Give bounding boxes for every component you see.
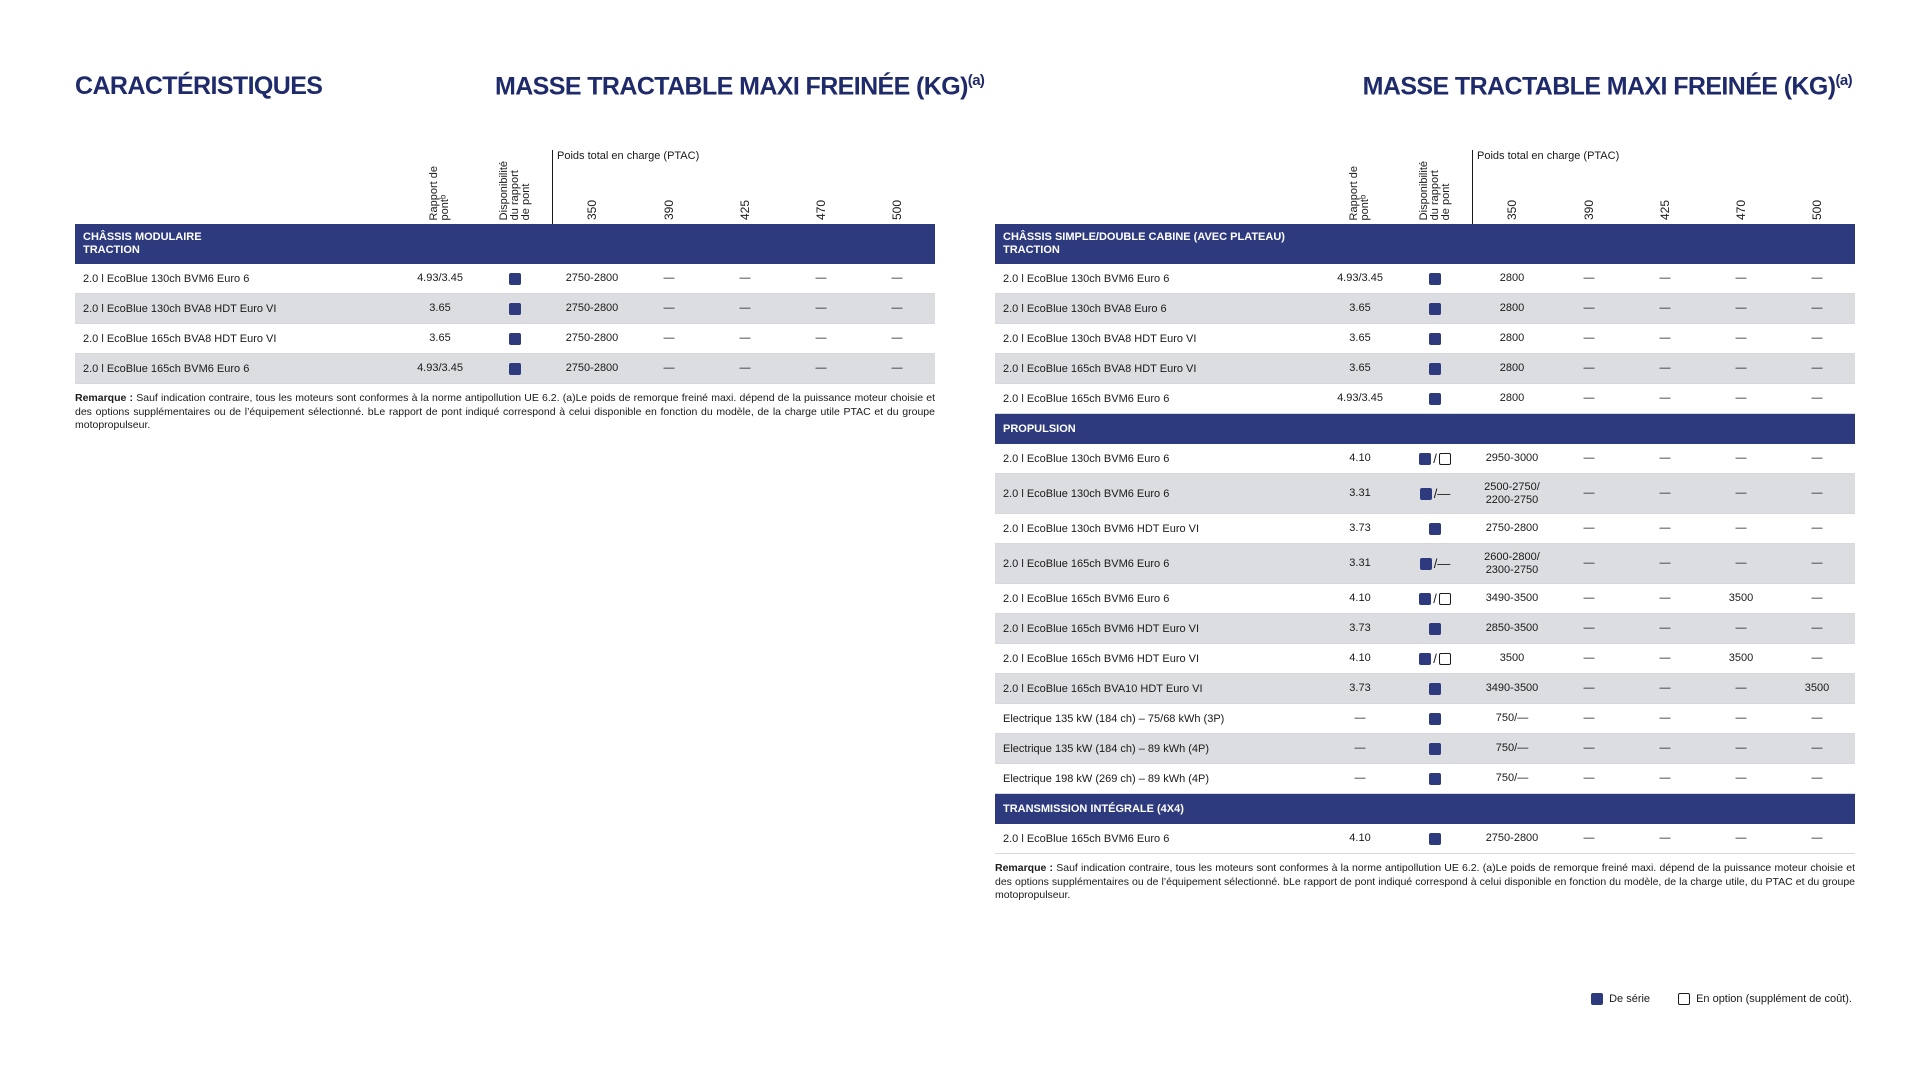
table-row: [995, 264, 1855, 294]
weight-cell-500: —: [1811, 592, 1823, 604]
table-row: [995, 674, 1855, 704]
weight-cell-500: —: [1811, 487, 1823, 499]
right-header-col-350: [1477, 150, 1547, 220]
availability-cell: [1400, 363, 1470, 375]
standard-square-icon: [1429, 743, 1441, 755]
availability-cell: [1400, 713, 1470, 725]
right-header-col-500: [1782, 150, 1852, 220]
weight-cell-350: 2750-2800: [565, 332, 619, 344]
remark-text: Sauf indication contraire, tous les moteurs sont conformes à la norme antipollution UE 6.2. (a)Le poids de remorque freiné maxi. dépend de la puissance moteur choisie et des options supplémentaires ou de l’équipement sélectionné. bLe rapport de pont indiqué correspond à celui disponible en fonction du modèle, de la charge utile, du PTAC et du groupe motopropulseur.: [995, 862, 1855, 901]
weight-cell-500: —: [1811, 557, 1823, 569]
standard-square-icon: [509, 333, 521, 345]
weight-cell-470: —: [1735, 557, 1747, 569]
availability-separator: /: [1433, 651, 1437, 666]
masse-left-text: MASSE TRACTABLE MAXI FREINÉE (KG): [495, 72, 968, 101]
ratio-cell: 3.73: [1349, 622, 1371, 634]
availability-cell: [1400, 557, 1470, 570]
weight-cell-350: 3500: [1499, 652, 1525, 664]
availability-separator: /—: [1433, 486, 1451, 501]
weight-cell-470: 3500: [1728, 652, 1754, 664]
left-table: [75, 150, 935, 433]
standard-square-icon: [1429, 273, 1441, 285]
weight-cell-500: —: [1811, 392, 1823, 404]
table-row: [995, 644, 1855, 674]
standard-square-icon: [1420, 488, 1432, 500]
weight-cell-425: —: [1659, 592, 1671, 604]
header-col-label: 390: [1581, 199, 1596, 220]
header-availability-label: Disponibilité du rapport de pont: [1417, 160, 1452, 220]
table-row: [995, 734, 1855, 764]
weight-cell-350: 750/—: [1495, 742, 1529, 754]
weight-cell-425: —: [1659, 302, 1671, 314]
weight-cell-500: —: [1811, 452, 1823, 464]
weight-cell-425: —: [1659, 452, 1671, 464]
ratio-cell: 3.73: [1349, 682, 1371, 694]
engine-name: Electrique 135 kW (184 ch) – 89 kWh (4P): [1003, 742, 1210, 755]
engine-name: 2.0 l EcoBlue 130ch BVM6 Euro 6: [83, 272, 250, 285]
engine-name: 2.0 l EcoBlue 165ch BVA8 HDT Euro VI: [83, 332, 277, 345]
availability-separator: /: [1433, 451, 1437, 466]
option-square-icon: [1439, 653, 1451, 665]
weight-cell-425: —: [1659, 832, 1671, 844]
engine-name: 2.0 l EcoBlue 130ch BVA8 HDT Euro VI: [83, 302, 277, 315]
left-header-ratio: [405, 150, 475, 220]
section-title-line: CHÂSSIS SIMPLE/DOUBLE CABINE (AVEC PLATEAU): [1003, 231, 1285, 243]
table-row: [995, 294, 1855, 324]
section-0: [995, 224, 1855, 264]
availability-separator: /—: [1433, 556, 1451, 571]
weight-cell-390: —: [1583, 302, 1595, 314]
engine-name: 2.0 l EcoBlue 165ch BVM6 HDT Euro VI: [1003, 622, 1200, 635]
remark-note: [75, 392, 935, 433]
page-title-masse-left: [495, 72, 984, 101]
weight-cell-390: —: [1583, 392, 1595, 404]
weight-cell-470: —: [1735, 522, 1747, 534]
weight-cell-500: —: [1811, 742, 1823, 754]
engine-name: 2.0 l EcoBlue 130ch BVM6 Euro 6: [1003, 272, 1170, 285]
weight-cell-500: —: [1811, 272, 1823, 284]
ratio-cell: 3.65: [429, 302, 451, 314]
engine-name: Electrique 198 kW (269 ch) – 89 kWh (4P): [1003, 772, 1210, 785]
weight-cell-425: —: [1659, 362, 1671, 374]
weight-cell-470: —: [815, 362, 827, 374]
standard-square-icon: [1429, 773, 1441, 785]
engine-name: 2.0 l EcoBlue 165ch BVM6 Euro 6: [83, 362, 250, 375]
ratio-cell: 4.10: [1349, 592, 1371, 604]
remark-note: [995, 862, 1855, 903]
engine-name: 2.0 l EcoBlue 165ch BVA10 HDT Euro VI: [1003, 682, 1203, 695]
availability-cell: [1400, 333, 1470, 345]
weight-cell-350: 750/—: [1495, 712, 1529, 724]
section-title-line: TRANSMISSION INTÉGRALE (4X4): [1003, 802, 1184, 815]
table-row: [995, 614, 1855, 644]
weight-cell-470: —: [1735, 392, 1747, 404]
table-row: [75, 264, 935, 294]
masse-right-text: MASSE TRACTABLE MAXI FREINÉE (KG): [1362, 72, 1836, 101]
weight-cell-425: —: [739, 362, 751, 374]
weight-cell-425: —: [1659, 622, 1671, 634]
left-column-headers: [75, 150, 935, 224]
right-header-col-425: [1630, 150, 1700, 220]
engine-name: 2.0 l EcoBlue 165ch BVA8 HDT Euro VI: [1003, 362, 1197, 375]
right-ptac-divider: [1472, 150, 1473, 224]
header-availability-label: Disponibilité du rapport de pont: [497, 160, 532, 220]
weight-cell-425: —: [1659, 392, 1671, 404]
left-ptac-label: Poids total en charge (PTAC): [557, 150, 700, 162]
weight-cell-390: —: [1583, 272, 1595, 284]
weight-cell-470: —: [1735, 362, 1747, 374]
legend: [1591, 993, 1852, 1005]
right-header-availability: [1400, 150, 1470, 220]
weight-cell-500: —: [1811, 522, 1823, 534]
availability-cell: [480, 363, 550, 375]
table-row: [75, 324, 935, 354]
availability-cell: [1400, 833, 1470, 845]
legend-option-label: En option (supplément de coût).: [1696, 993, 1852, 1005]
weight-cell-470: —: [1735, 332, 1747, 344]
masse-left-sup: (a): [967, 72, 985, 89]
availability-cell: [1400, 652, 1470, 665]
standard-square-icon: [1429, 833, 1441, 845]
weight-cell-390: —: [1583, 522, 1595, 534]
header-ratio-label: Rapport de pontᵇ: [1348, 165, 1371, 220]
masse-right-sup: (a): [1835, 72, 1852, 89]
weight-cell-390: —: [663, 362, 675, 374]
availability-cell: [1400, 743, 1470, 755]
availability-cell: [480, 333, 550, 345]
right-header-ratio: [1325, 150, 1395, 220]
left-header-col-500: [862, 150, 932, 220]
header-col-label: 425: [1657, 199, 1672, 220]
table-row: [995, 704, 1855, 734]
standard-square-icon: [1429, 303, 1441, 315]
availability-cell: [1400, 303, 1470, 315]
availability-cell: [1400, 273, 1470, 285]
weight-cell-350: 2800: [1499, 362, 1525, 374]
header-col-label: 500: [1809, 199, 1824, 220]
weight-cell-390: —: [1583, 652, 1595, 664]
page-title-masse-right: [1363, 72, 1852, 101]
option-square-icon: [1439, 593, 1451, 605]
standard-square-icon: [1419, 653, 1431, 665]
section-chassis-modulaire: [75, 224, 935, 264]
table-row: [995, 514, 1855, 544]
weight-cell-470: —: [1735, 832, 1747, 844]
weight-cell-350: 2800: [1499, 392, 1525, 404]
availability-separator: /: [1433, 591, 1437, 606]
weight-cell-500: —: [891, 302, 903, 314]
weight-cell-425: —: [1659, 742, 1671, 754]
weight-cell-350: 2750-2800: [565, 362, 619, 374]
right-table: [995, 150, 1855, 903]
left-header-availability: [480, 150, 550, 220]
section-title-line: TRACTION: [83, 244, 140, 256]
standard-square-icon: [509, 303, 521, 315]
engine-name: 2.0 l EcoBlue 130ch BVM6 Euro 6: [1003, 452, 1170, 465]
header-col-label: 425: [737, 199, 752, 220]
weight-cell-350: 3490-3500: [1485, 592, 1539, 604]
engine-name: 2.0 l EcoBlue 130ch BVA8 HDT Euro VI: [1003, 332, 1197, 345]
ratio-cell: 3.65: [1349, 362, 1371, 374]
ratio-cell: 4.93/3.45: [417, 272, 463, 284]
engine-name: 2.0 l EcoBlue 165ch BVM6 HDT Euro VI: [1003, 652, 1200, 665]
weight-cell-350: 2850-3500: [1485, 622, 1539, 634]
header-col-label: 350: [584, 199, 599, 220]
weight-cell-350: 2500-2750/ 2200-2750: [1484, 480, 1540, 506]
table-row: [995, 474, 1855, 514]
standard-square-icon: [1429, 683, 1441, 695]
weight-cell-390: —: [1583, 682, 1595, 694]
weight-cell-390: —: [663, 302, 675, 314]
availability-cell: [1400, 592, 1470, 605]
header-ratio-label: Rapport de pontᵇ: [428, 165, 451, 220]
weight-cell-425: —: [1659, 712, 1671, 724]
weight-cell-425: —: [1659, 652, 1671, 664]
weight-cell-390: —: [663, 272, 675, 284]
weight-cell-390: —: [1583, 452, 1595, 464]
weight-cell-500: —: [1811, 712, 1823, 724]
weight-cell-425: —: [739, 272, 751, 284]
weight-cell-390: —: [1583, 742, 1595, 754]
weight-cell-470: —: [1735, 742, 1747, 754]
weight-cell-425: —: [1659, 522, 1671, 534]
engine-name: 2.0 l EcoBlue 165ch BVM6 Euro 6: [1003, 832, 1170, 845]
weight-cell-350: 2750-2800: [565, 272, 619, 284]
remark-label: Remarque :: [995, 862, 1054, 874]
weight-cell-390: —: [1583, 332, 1595, 344]
weight-cell-470: —: [815, 272, 827, 284]
table-row: [75, 294, 935, 324]
ratio-cell: 4.93/3.45: [1337, 392, 1383, 404]
weight-cell-500: —: [891, 332, 903, 344]
weight-cell-500: 3500: [1804, 682, 1830, 694]
weight-cell-350: 2750-2800: [565, 302, 619, 314]
ratio-cell: 3.65: [429, 332, 451, 344]
standard-square-icon: [1591, 993, 1603, 1005]
ratio-cell: 3.31: [1349, 487, 1371, 499]
weight-cell-350: 2750-2800: [1485, 832, 1539, 844]
engine-name: 2.0 l EcoBlue 130ch BVA8 Euro 6: [1003, 302, 1167, 315]
engine-name: 2.0 l EcoBlue 130ch BVM6 Euro 6: [1003, 487, 1170, 500]
weight-cell-425: —: [1659, 682, 1671, 694]
right-header-col-470: [1706, 150, 1776, 220]
standard-square-icon: [1429, 713, 1441, 725]
weight-cell-500: —: [1811, 302, 1823, 314]
table-row: [995, 324, 1855, 354]
section-2: [995, 794, 1855, 824]
weight-cell-350: 750/—: [1495, 772, 1529, 784]
table-row: [995, 764, 1855, 794]
ratio-cell: 3.65: [1349, 302, 1371, 314]
right-header-col-390: [1554, 150, 1624, 220]
section-title-line: CHÂSSIS MODULAIRE: [83, 231, 202, 243]
standard-square-icon: [509, 273, 521, 285]
header-col-label: 470: [813, 199, 828, 220]
weight-cell-470: —: [1735, 487, 1747, 499]
weight-cell-500: —: [1811, 832, 1823, 844]
weight-cell-390: —: [1583, 712, 1595, 724]
weight-cell-500: —: [891, 272, 903, 284]
table-row: [995, 824, 1855, 854]
weight-cell-425: —: [1659, 332, 1671, 344]
ratio-cell: 4.10: [1349, 832, 1371, 844]
availability-cell: [1400, 623, 1470, 635]
left-header-col-350: [557, 150, 627, 220]
weight-cell-470: —: [1735, 302, 1747, 314]
weight-cell-470: —: [1735, 452, 1747, 464]
header-col-label: 500: [889, 199, 904, 220]
weight-cell-500: —: [1811, 622, 1823, 634]
weight-cell-470: —: [815, 302, 827, 314]
ratio-cell: 3.73: [1349, 522, 1371, 534]
page-title-characteristics: CARACTÉRISTIQUES: [75, 72, 323, 100]
availability-cell: [1400, 452, 1470, 465]
legend-standard-label: De série: [1609, 993, 1651, 1005]
ratio-cell: —: [1354, 742, 1366, 754]
weight-cell-425: —: [1659, 772, 1671, 784]
weight-cell-390: —: [1583, 772, 1595, 784]
weight-cell-470: —: [1735, 712, 1747, 724]
weight-cell-350: 3490-3500: [1485, 682, 1539, 694]
weight-cell-350: 2750-2800: [1485, 522, 1539, 534]
weight-cell-470: —: [1735, 272, 1747, 284]
table-row: [995, 384, 1855, 414]
right-column-headers: [995, 150, 1855, 224]
availability-cell: [1400, 487, 1470, 500]
section-1: [995, 414, 1855, 444]
weight-cell-390: —: [663, 332, 675, 344]
weight-cell-350: 2950-3000: [1485, 452, 1539, 464]
weight-cell-425: —: [739, 332, 751, 344]
availability-cell: [480, 273, 550, 285]
weight-cell-500: —: [1811, 652, 1823, 664]
standard-square-icon: [509, 363, 521, 375]
left-header-col-470: [786, 150, 856, 220]
section-title-line: PROPULSION: [1003, 422, 1076, 435]
remark-text: Sauf indication contraire, tous les moteurs sont conformes à la norme antipollution UE 6.2. (a)Le poids de remorque freiné maxi. dépend de la puissance moteur choisie et des options supplémentaires ou de l’équipement sélectionné. bLe rapport de pont indiqué correspond à celui disponible en fonction du modèle, de la charge utile PTAC et du groupe motopropulseur.: [75, 392, 935, 431]
weight-cell-390: —: [1583, 557, 1595, 569]
weight-cell-390: —: [1583, 832, 1595, 844]
table-row: [995, 544, 1855, 584]
availability-cell: [1400, 393, 1470, 405]
availability-cell: [1400, 523, 1470, 535]
standard-square-icon: [1429, 393, 1441, 405]
weight-cell-500: —: [1811, 332, 1823, 344]
weight-cell-470: —: [815, 332, 827, 344]
table-row: [995, 354, 1855, 384]
remark-label: Remarque :: [75, 392, 134, 404]
weight-cell-390: —: [1583, 592, 1595, 604]
weight-cell-425: —: [1659, 487, 1671, 499]
standard-square-icon: [1429, 523, 1441, 535]
standard-square-icon: [1419, 593, 1431, 605]
option-square-icon: [1678, 993, 1690, 1005]
table-row: [995, 444, 1855, 474]
weight-cell-470: —: [1735, 622, 1747, 634]
weight-cell-500: —: [891, 362, 903, 374]
engine-name: 2.0 l EcoBlue 165ch BVM6 Euro 6: [1003, 392, 1170, 405]
weight-cell-425: —: [1659, 557, 1671, 569]
ratio-cell: —: [1354, 772, 1366, 784]
header-col-label: 390: [661, 199, 676, 220]
engine-name: 2.0 l EcoBlue 165ch BVM6 Euro 6: [1003, 592, 1170, 605]
header-col-label: 470: [1733, 199, 1748, 220]
ratio-cell: 4.93/3.45: [417, 362, 463, 374]
weight-cell-470: 3500: [1728, 592, 1754, 604]
standard-square-icon: [1419, 453, 1431, 465]
ratio-cell: 3.31: [1349, 557, 1371, 569]
weight-cell-390: —: [1583, 362, 1595, 374]
weight-cell-390: —: [1583, 622, 1595, 634]
weight-cell-350: 2600-2800/ 2300-2750: [1484, 550, 1540, 576]
engine-name: 2.0 l EcoBlue 165ch BVM6 Euro 6: [1003, 557, 1170, 570]
table-row: [75, 354, 935, 384]
standard-square-icon: [1429, 623, 1441, 635]
availability-cell: [480, 303, 550, 315]
option-square-icon: [1439, 453, 1451, 465]
ratio-cell: 4.10: [1349, 652, 1371, 664]
ratio-cell: 4.93/3.45: [1337, 272, 1383, 284]
left-header-col-425: [710, 150, 780, 220]
weight-cell-425: —: [739, 302, 751, 314]
table-row: [995, 584, 1855, 614]
engine-name: Electrique 135 kW (184 ch) – 75/68 kWh (3P): [1003, 712, 1225, 725]
right-ptac-label: Poids total en charge (PTAC): [1477, 150, 1620, 162]
weight-cell-470: —: [1735, 682, 1747, 694]
weight-cell-500: —: [1811, 772, 1823, 784]
weight-cell-425: —: [1659, 272, 1671, 284]
weight-cell-350: 2800: [1499, 302, 1525, 314]
weight-cell-350: 2800: [1499, 332, 1525, 344]
section-title-line: TRACTION: [1003, 244, 1060, 256]
ratio-cell: 3.65: [1349, 332, 1371, 344]
ratio-cell: —: [1354, 712, 1366, 724]
left-header-col-390: [634, 150, 704, 220]
weight-cell-390: —: [1583, 487, 1595, 499]
availability-cell: [1400, 683, 1470, 695]
ratio-cell: 4.10: [1349, 452, 1371, 464]
engine-name: 2.0 l EcoBlue 130ch BVM6 HDT Euro VI: [1003, 522, 1200, 535]
standard-square-icon: [1429, 333, 1441, 345]
weight-cell-500: —: [1811, 362, 1823, 374]
weight-cell-470: —: [1735, 772, 1747, 784]
weight-cell-350: 2800: [1499, 272, 1525, 284]
left-ptac-divider: [552, 150, 553, 224]
availability-cell: [1400, 773, 1470, 785]
header-col-label: 350: [1504, 199, 1519, 220]
standard-square-icon: [1429, 363, 1441, 375]
standard-square-icon: [1420, 558, 1432, 570]
